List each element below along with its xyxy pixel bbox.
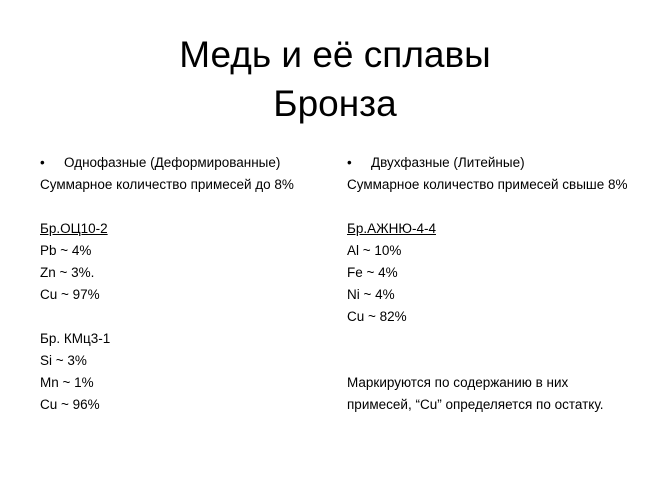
bullet-icon: •: [40, 155, 45, 170]
alloy-item: Pb ~ 4%: [40, 243, 92, 258]
alloy-item: Zn ~ 3%.: [40, 265, 95, 280]
left-column: [40, 152, 340, 416]
marking-note-line-2: примесей, “Cu” определяется по остатку.: [347, 397, 604, 412]
alloy-name-azhnyu-4-4: Бр.АЖНЮ-4-4: [347, 221, 436, 236]
right-heading-text: Двухфазные (Литейные): [371, 155, 525, 170]
left-impurity-text: Суммарное количество примесей до 8%: [40, 177, 294, 192]
alloy-item: Fe ~ 4%: [347, 265, 398, 280]
alloy-name-kmc3-1: Бр. КМц3-1: [40, 331, 111, 346]
alloy-item: Cu ~ 97%: [40, 287, 100, 302]
alloy-name-oc10-2: Бр.ОЦ10-2: [40, 221, 108, 236]
right-column: [347, 152, 647, 416]
left-heading-text: Однофазные (Деформированные): [64, 155, 281, 170]
alloy-item: Mn ~ 1%: [40, 375, 94, 390]
left-heading: [40, 152, 340, 174]
alloy-item: Al ~ 10%: [347, 243, 402, 258]
alloy-item: Si ~ 3%: [40, 353, 87, 368]
right-heading: [347, 152, 647, 174]
marking-note-line-1: Маркируются по содержанию в них: [347, 375, 569, 390]
alloy-item: Ni ~ 4%: [347, 287, 395, 302]
alloy-item: Cu ~ 96%: [40, 397, 100, 412]
title-line-2: Бронза: [273, 83, 397, 124]
slide-title: [0, 30, 670, 128]
title-line-1: Медь и её сплавы: [179, 34, 491, 75]
right-impurity-text: Суммарное количество примесей свыше 8%: [347, 177, 628, 192]
alloy-item: Cu ~ 82%: [347, 309, 407, 324]
bullet-icon: •: [347, 155, 352, 170]
